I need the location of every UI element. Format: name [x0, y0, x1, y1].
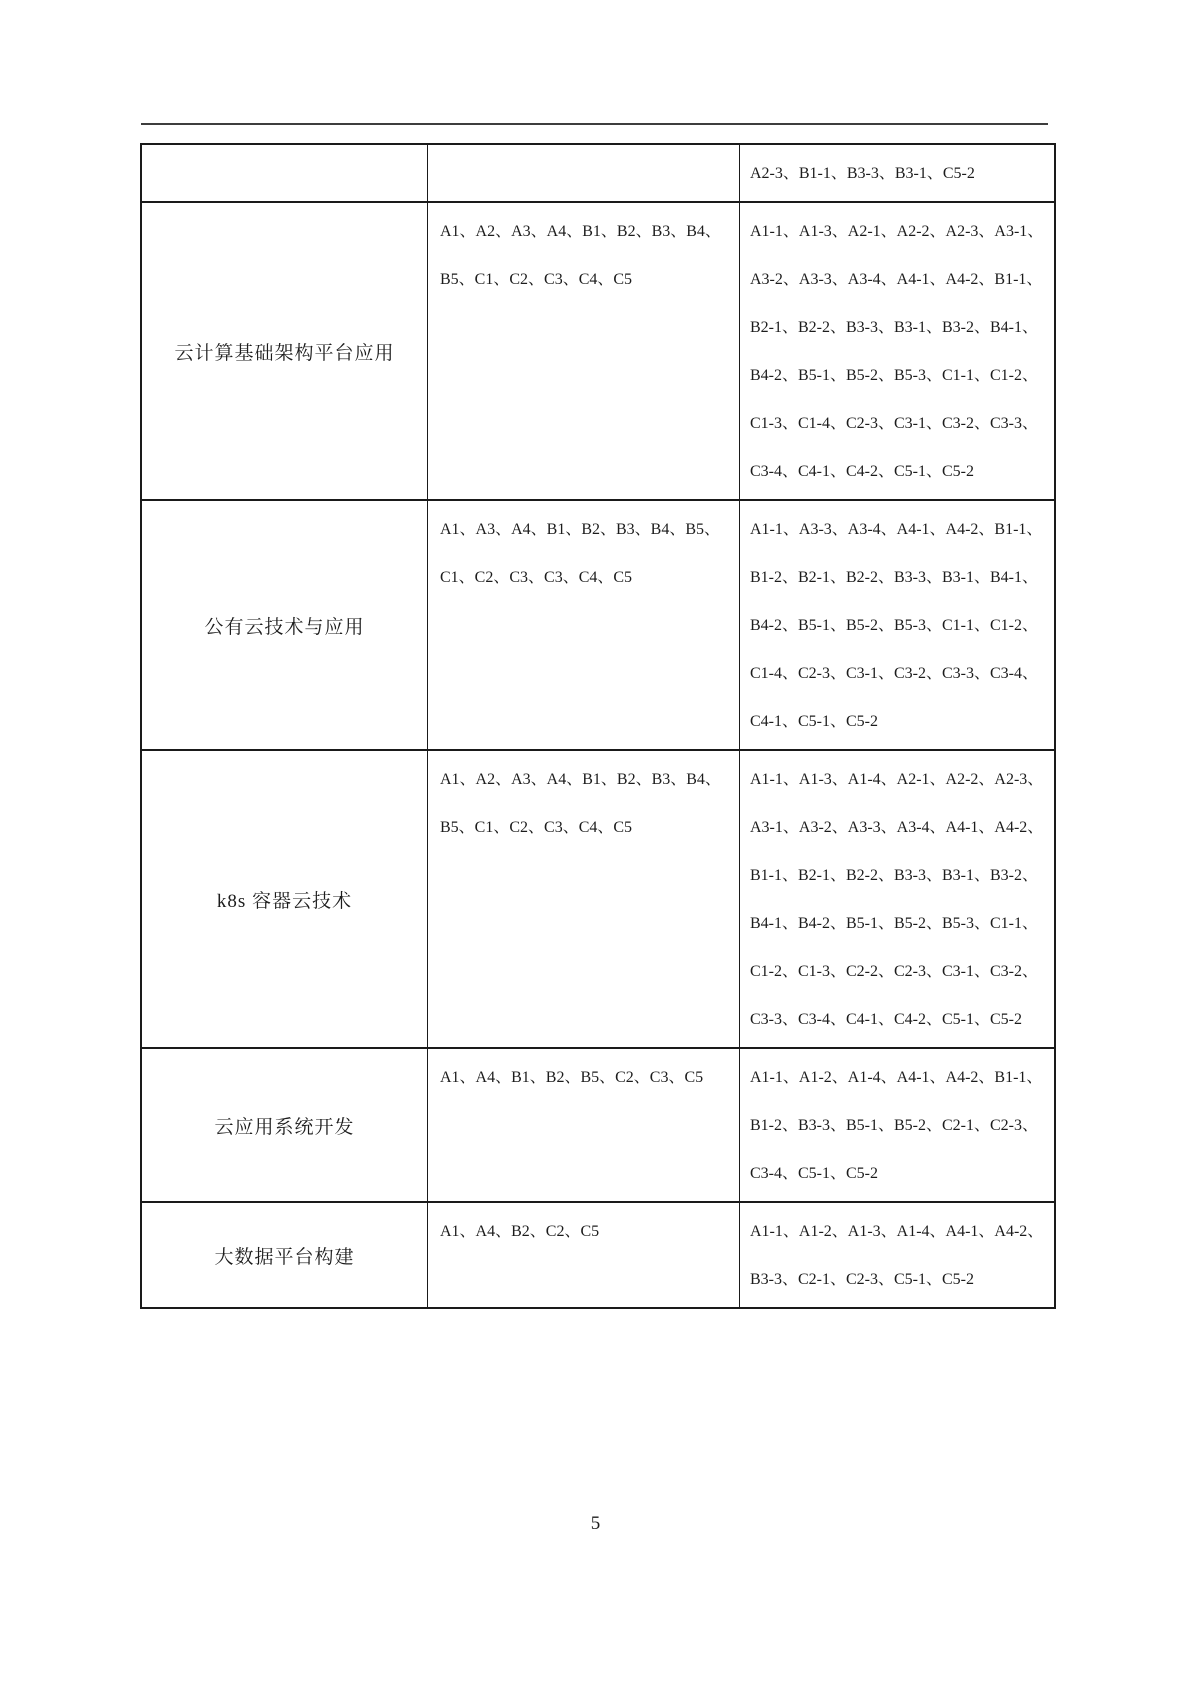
- code-line: A1-1、A1-3、A1-4、A2-1、A2-2、A2-3、: [750, 771, 1044, 788]
- table-row: [142, 201, 1054, 499]
- course-name: 公有云技术与应用: [204, 616, 365, 638]
- table-row: [142, 1047, 1054, 1201]
- unit-codes-cell: [739, 1203, 1054, 1307]
- unit-codes-cell: [739, 145, 1054, 201]
- code-line: C4-1、C5-1、C5-2: [750, 713, 879, 730]
- module-codes-cell: [427, 203, 739, 499]
- course-mapping-table: [140, 143, 1056, 1309]
- code-line: C3-3、C3-4、C4-1、C4-2、C5-1、C5-2: [750, 1011, 1023, 1028]
- module-codes-cell: [427, 145, 739, 201]
- table-row: [142, 749, 1054, 1047]
- code-line: A1、A2、A3、A4、B1、B2、B3、B4、: [440, 223, 721, 240]
- course-name-cell: [142, 203, 427, 499]
- code-line: B1-1、B2-1、B2-2、B3-3、B3-1、B3-2、: [750, 867, 1039, 884]
- course-name-cell: [142, 1049, 427, 1201]
- code-line: C1、C2、C3、C3、C4、C5: [440, 569, 633, 586]
- code-line: A1、A4、B2、C2、C5: [440, 1223, 600, 1240]
- code-line: B4-1、B4-2、B5-1、B5-2、B5-3、C1-1、: [750, 915, 1039, 932]
- code-line: B4-2、B5-1、B5-2、B5-3、C1-1、C1-2、: [750, 367, 1039, 384]
- course-name-cell: [142, 1203, 427, 1307]
- code-line: C1-2、C1-3、C2-2、C2-3、C3-1、C3-2、: [750, 963, 1039, 980]
- code-line: A1-1、A1-2、A1-3、A1-4、A4-1、A4-2、: [750, 1223, 1044, 1240]
- code-line: A1、A4、B1、B2、B5、C2、C3、C5: [440, 1069, 704, 1086]
- module-codes-cell: [427, 1203, 739, 1307]
- code-line: A3-2、A3-3、A3-4、A4-1、A4-2、B1-1、: [750, 271, 1043, 288]
- course-name-cell: [142, 145, 427, 201]
- code-line: A1、A2、A3、A4、B1、B2、B3、B4、: [440, 771, 721, 788]
- unit-codes-cell: [739, 203, 1054, 499]
- table-row: [142, 145, 1054, 201]
- code-line: B3-3、C2-1、C2-3、C5-1、C5-2: [750, 1271, 975, 1288]
- course-name: 大数据平台构建: [214, 1246, 355, 1268]
- course-name: k8s 容器云技术: [216, 890, 353, 912]
- code-line: B1-2、B3-3、B5-1、B5-2、C2-1、C2-3、: [750, 1117, 1039, 1134]
- unit-codes-cell: [739, 501, 1054, 749]
- page-header-rule: [141, 123, 1048, 125]
- module-codes-cell: [427, 1049, 739, 1201]
- course-name: 云计算基础架构平台应用: [174, 342, 395, 364]
- code-line: C1-3、C1-4、C2-3、C3-1、C3-2、C3-3、: [750, 415, 1039, 432]
- table-row: [142, 499, 1054, 749]
- code-line: B2-1、B2-2、B3-3、B3-1、B3-2、B4-1、: [750, 319, 1039, 336]
- code-line: B4-2、B5-1、B5-2、B5-3、C1-1、C1-2、: [750, 617, 1039, 634]
- code-line: C1-4、C2-3、C3-1、C3-2、C3-3、C3-4、: [750, 665, 1039, 682]
- code-line: C3-4、C4-1、C4-2、C5-1、C5-2: [750, 463, 975, 480]
- course-name-cell: [142, 751, 427, 1047]
- code-line: A2-3、B1-1、B3-3、B3-1、C5-2: [750, 165, 975, 182]
- course-name: 云应用系统开发: [214, 1116, 355, 1138]
- code-line: A1-1、A3-3、A3-4、A4-1、A4-2、B1-1、: [750, 521, 1043, 538]
- page-number: 5: [590, 1513, 601, 1534]
- unit-codes-cell: [739, 751, 1054, 1047]
- code-line: B5、C1、C2、C3、C4、C5: [440, 819, 633, 836]
- code-line: B5、C1、C2、C3、C4、C5: [440, 271, 633, 288]
- code-line: C3-4、C5-1、C5-2: [750, 1165, 879, 1182]
- code-line: A1-1、A1-2、A1-4、A4-1、A4-2、B1-1、: [750, 1069, 1043, 1086]
- code-line: A3-1、A3-2、A3-3、A3-4、A4-1、A4-2、: [750, 819, 1044, 836]
- module-codes-cell: [427, 501, 739, 749]
- unit-codes-cell: [739, 1049, 1054, 1201]
- module-codes-cell: [427, 751, 739, 1047]
- code-line: A1-1、A1-3、A2-1、A2-2、A2-3、A3-1、: [750, 223, 1044, 240]
- code-line: A1、A3、A4、B1、B2、B3、B4、B5、: [440, 521, 721, 538]
- course-name-cell: [142, 501, 427, 749]
- code-line: B1-2、B2-1、B2-2、B3-3、B3-1、B4-1、: [750, 569, 1039, 586]
- table-row: [142, 1201, 1054, 1307]
